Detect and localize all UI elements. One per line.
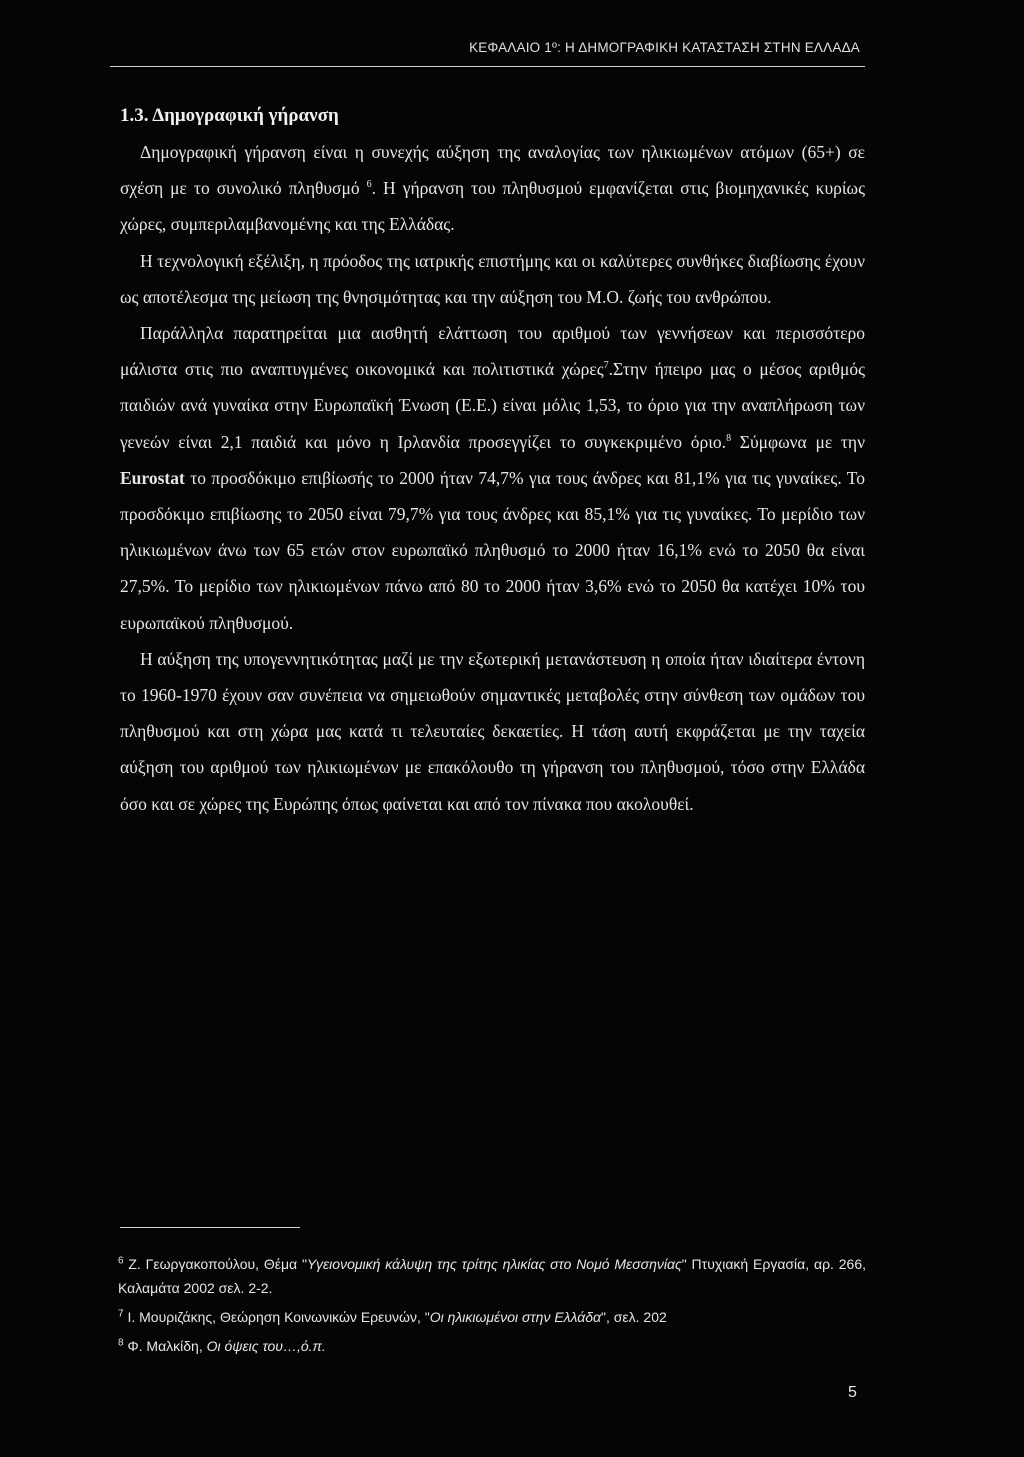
page-body	[120, 98, 865, 822]
footnote-8	[118, 1334, 866, 1358]
paragraph-1	[120, 134, 865, 243]
footnotes	[118, 1252, 866, 1363]
footnote-ref-6[interactable]: 6	[366, 179, 372, 191]
footnote-ref-7[interactable]: 7	[603, 360, 609, 372]
footnote-7	[118, 1305, 866, 1329]
paragraph-text: Παράλληλα παρατηρείται μια αισθητή ελάττωση του αριθμού των γεννήσεων και περισσότερο μάλιστα στις πιο αναπτυγμένες οικονομικά και πολιτιστικά χώρες	[120, 323, 865, 380]
footnote-ref-8[interactable]: 8	[726, 432, 732, 444]
footnote-text: Ζ. Γεωργακοπούλου, Θέμα "	[123, 1256, 307, 1272]
footnote-text: ", σελ. 202	[601, 1309, 667, 1325]
footnote-title: Υγειονομική κάλυψη της τρίτης ηλικίας στο Νομό Μεσσηνίας	[306, 1256, 682, 1272]
footnote-text: Φ. Μαλκίδη,	[123, 1338, 207, 1354]
eurostat-term: Eurostat	[120, 467, 185, 488]
paragraph-text: . Η γήρανση του πληθυσμού εμφανίζεται στις βιομηχανικές κυρίως χώρες, συμπεριλαμβανομένης και της Ελλάδας.	[120, 178, 865, 235]
footnote-mark: 6	[118, 1255, 124, 1267]
footnote-title: Οι ηλικιωμένοι στην Ελλάδα	[429, 1309, 601, 1325]
paragraph-text: το προσδόκιμο επιβίωσής το 2000 ήταν 74,7% για τους άνδρες και 81,1% για τις γυναίκες. Το προσδόκιμο επιβίωσης το 2050 είναι 79,7% για τους άνδρες και 85,1% για τις γυναίκες. Το μερίδιο των ηλικιωμένων άνω των 65 ετών στον ευρωπαϊκό πληθυσμό το 2000 ήταν 16,1% ενώ το 2050 θα είναι 27,5%. Το μερίδιο των ηλικιωμένων πάνω από 80 το 2000 ήταν 3,6% ενώ το 2050 θα κατέχει 10% του ευρωπαϊκού πληθυσμού.	[120, 467, 865, 633]
paragraph-text: .Στην ήπειρο μας ο μέσος αριθμός παιδιών ανά γυναίκα στην Ευρωπαϊκή Ένωση (Ε.Ε.) είναι μόλις 1,53, το όριο για την αναπλήρωση των γενεών είναι 2,1 παιδιά και μόνο η Ιρλανδία προσεγγίζει το συγκεκριμένο όριο.	[120, 359, 866, 452]
paragraph-3	[120, 315, 865, 641]
header-rule	[110, 66, 865, 67]
paragraph-text: Σύμφωνα με την	[731, 431, 865, 452]
page-number: 5	[848, 1384, 857, 1401]
footnote-6	[118, 1252, 866, 1300]
paragraph-4: Η αύξηση της υπογεννητικότητας μαζί με την εξωτερική μετανάστευση η οποία ήταν ιδιαίτερα έντονη το 1960-1970 έχουν σαν συνέπεια να σημειωθούν σημαντικές μεταβολές στην σύνθεση των ομάδων του πληθυσμού και στη χώρα μας κατά τι τελευταίες δεκαετίες. Η τάση αυτή εκφράζεται με την ταχεία αύξηση του αριθμού των ηλικιωμένων με επακόλουθο τη γήρανση του πληθυσμού, τόσο στην Ελλάδα όσο και σε χώρες της Ευρώπης όπως φαίνεται και από τον πίνακα που ακολουθεί.	[120, 648, 865, 814]
footnote-rule	[120, 1227, 300, 1228]
running-header: ΚΕΦΑΛΑΙΟ 1º: Η ΔΗΜΟΓΡΑΦΙΚΗ ΚΑΤΑΣΤΑΣΗ ΣΤΗΝ ΕΛΛΑΔΑ	[469, 40, 860, 55]
footnote-title: Οι όψεις του…,ό.π.	[206, 1338, 326, 1354]
section-title: 1.3. Δημογραφική γήρανση	[120, 105, 339, 126]
paragraph-2: Η τεχνολογική εξέλιξη, η πρόοδος της ιατρικής επιστήμης και οι καλύτερες συνθήκες διαβίωσης έχουν ως αποτέλεσμα της μείωση της θνησιμότητας και την αύξηση του Μ.Ο. ζωής του ανθρώπου.	[120, 250, 865, 307]
footnote-mark: 7	[118, 1308, 124, 1320]
paragraph-text: Δημογραφική γήρανση είναι η συνεχής αύξηση της αναλογίας των ηλικιωμένων ατόμων (65+) σε σχέση με το συνολικό πληθυσμό	[120, 142, 865, 199]
footnote-text: Ι. Μουριζάκης, Θεώρηση Κοινωνικών Ερευνών, "	[123, 1309, 430, 1325]
footnote-mark: 8	[118, 1337, 124, 1349]
footnote-text: " Πτυχιακή Εργασία, αρ. 266, Καλαμάτα 2002 σελ. 2-2.	[118, 1256, 866, 1296]
